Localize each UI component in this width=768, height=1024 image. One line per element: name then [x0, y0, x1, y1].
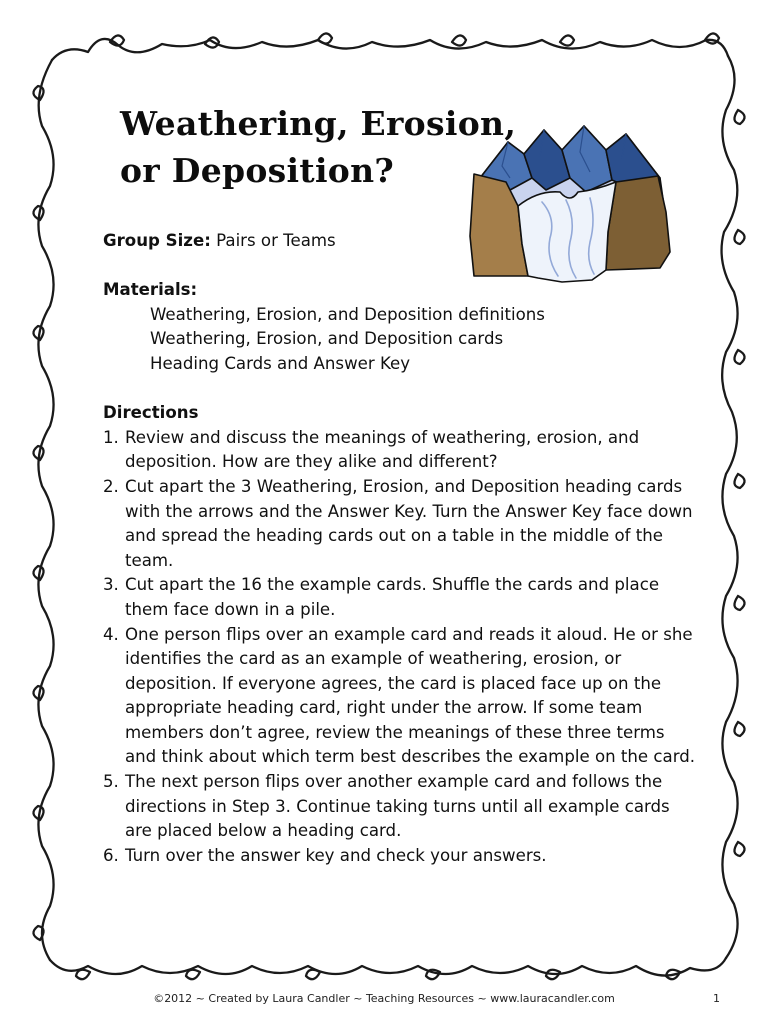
step-number: 2. — [103, 476, 119, 496]
materials-list — [103, 303, 703, 377]
materials-heading: Materials: — [103, 280, 198, 300]
materials-item: Weathering, Erosion, and Deposition definitions — [150, 304, 545, 324]
step-text: The next person flips over another example card and follows the directions in Step 3. Continue taking turns until all example cards are placed below a heading card. — [125, 772, 670, 841]
step-text: Review and discuss the meanings of weathering, erosion, and deposition. How are they alike and different? — [125, 427, 640, 472]
direction-step — [103, 770, 703, 844]
materials-item: Weathering, Erosion, and Deposition cards — [150, 329, 504, 349]
direction-step — [103, 426, 703, 475]
page-number: 1 — [713, 992, 720, 1005]
page-title — [120, 100, 516, 194]
step-text: Cut apart the 16 the example cards. Shuffle the cards and place them face down in a pile. — [125, 575, 660, 619]
footer-credit: ©2012 ~ Created by Laura Candler ~ Teaching Resources ~ www.lauracandler.com — [153, 992, 615, 1005]
direction-step — [103, 475, 703, 573]
title-line-1: Weathering, Erosion, — [120, 104, 517, 143]
page-content — [103, 229, 703, 868]
step-number: 3. — [103, 575, 119, 595]
step-text: One person flips over an example card and reads it aloud. He or she identifies the card as an example of weathering, erosion, or deposition. If everyone agrees, the card is placed face up on the appropriate heading card, right under the arrow. If some team members don’t agree, review the meanings of these three terms and think about which term best describes the example on the card. — [125, 624, 696, 767]
group-size — [103, 229, 703, 254]
direction-step — [103, 573, 703, 622]
group-size-value: Pairs or Teams — [216, 231, 336, 250]
step-text: Turn over the answer key and check your answers. — [125, 845, 547, 865]
title-line-2: or Deposition? — [120, 151, 395, 190]
step-number: 6. — [103, 845, 119, 865]
directions-list — [103, 426, 703, 869]
step-number: 5. — [103, 772, 119, 792]
direction-step — [103, 844, 703, 869]
materials-item: Heading Cards and Answer Key — [150, 353, 411, 373]
direction-step — [103, 623, 703, 771]
step-text: Cut apart the 3 Weathering, Erosion, and Deposition heading cards with the arrows and the Answer Key. Turn the Answer Key face down and spread the heading cards out on a table in the middle of the team. — [125, 476, 693, 570]
step-number: 1. — [103, 427, 119, 447]
directions-heading: Directions — [103, 403, 199, 423]
group-size-label: Group Size: — [103, 231, 211, 250]
step-number: 4. — [103, 624, 119, 644]
